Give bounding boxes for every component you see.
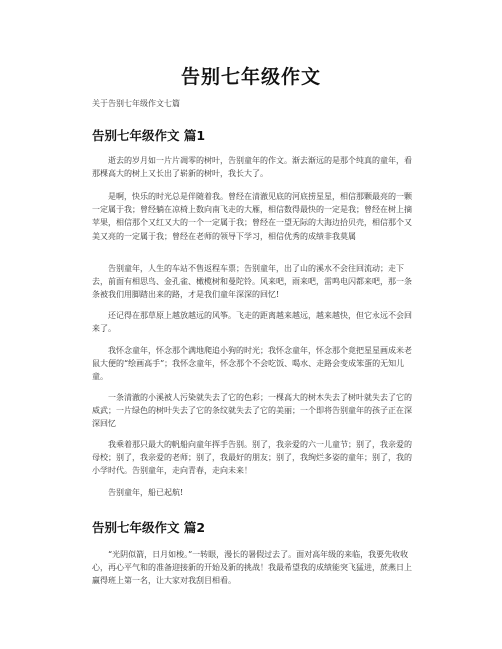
paragraph: 我怀念童年，怀念那个满地爬追小狗的时光；我怀念童年，怀念那个竟把星星画成米老鼠大便的“绘画高手”；我怀念童年，怀念那个不会吃饭、喝水、走路会变成笨蛋的无知儿童。 xyxy=(92,346,412,382)
paragraph: 告别童年，人生的车站不售返程车票；告别童年，出了山的溪水不会往回流动；走下去，前面有相思鸟、金孔雀、橄榄树和曼陀铃。风来吧，雨来吧，雷鸣电闪都来吧，那一条条被我们用脚踏出来的路，才是我们童年深深的回忆! xyxy=(92,264,412,300)
document-title: 告别七年级作文 xyxy=(180,66,321,88)
section-heading-2: 告别七年级作文 篇2 xyxy=(92,520,206,535)
paragraph: “光阴似箭，日月如梭。”一转眼，漫长的暑假过去了。面对高年级的来临，我要先收收心，再心平气和的准备迎接新的开始及新的挑战！我最希望我的成绩能突飞猛进，蔗燕日上赢得班上第一名，让大家对我刮目相看。 xyxy=(92,550,412,586)
paragraph: 是啊，快乐的时光总是伴随着我。曾经在清澈见底的河底捞星星，相信那颗最亮的一颗一定属于我；曾经躺在凉椅上数向南飞走的大雁，相信数得最快的一定是我；曾经在树上摘苹果，相信那个又红又大的一个一定属于我；曾经在一望无际的大海边拾贝壳，相信那个又美又亮的一定属于我；曾经在老师的领导下学习，相信优秀的成绩非我莫属 xyxy=(92,192,412,241)
paragraph: 我乘着那只最大的帆船向童年挥手告别。别了，我亲爱的六一儿童节；别了，我亲爱的母校；别了，我亲爱的老师；别了，我最好的朋友；别了，我绚烂多姿的童年；别了，我的小学时代。告别童年，走向青春，走向未来！ xyxy=(92,440,412,476)
section-heading-1: 告别七年级作文 篇1 xyxy=(92,128,206,143)
paragraph: 一条清澈的小溪被人污染就失去了它的色彩；一棵高大的树木失去了树叶就失去了它的威武；一片绿色的树叶失去了它的条纹就失去了它的美丽；一个即将告别童年的孩子正在深深回忆 xyxy=(92,393,412,429)
paragraph: 逝去的岁月如一片片凋零的树叶，告别童年的作文。渐去渐远的是那个纯真的童年，看那棵高大的树上又长出了崭新的树叶，我长大了。 xyxy=(92,156,412,179)
document-subtitle: 关于告别七年级作文七篇 xyxy=(92,99,180,108)
paragraph: 还记得在那草原上越放越远的风筝。飞走的距离越来越远，越来越快，但它永远不会回来了。 xyxy=(92,311,412,334)
paragraph: 告别童年，船已起航! xyxy=(108,488,184,497)
